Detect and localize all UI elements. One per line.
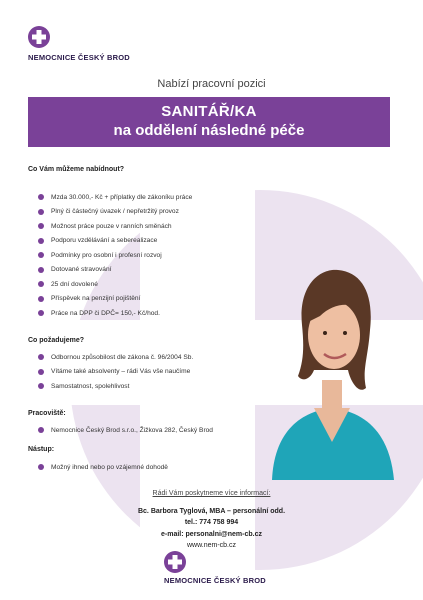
contact-intro: Rádi Vám poskytneme více informací:	[152, 490, 271, 497]
job-title-banner	[28, 97, 390, 147]
hospital-cross-logo-icon	[28, 26, 50, 48]
offers-list	[38, 190, 192, 321]
requirements-list	[38, 350, 193, 394]
bullet-icon	[38, 296, 44, 302]
bullet-icon	[38, 252, 44, 258]
offers-heading: Co Vám můžeme nabídnout?	[28, 166, 125, 173]
list-item: Plný či částečný úvazek / nepřetržitý provoz	[38, 205, 192, 220]
list-item: Možný ihned nebo po vzájemné dohodě	[38, 460, 168, 475]
logo-bottom	[164, 551, 266, 585]
bullet-icon	[38, 209, 44, 215]
workplace-list	[38, 423, 213, 438]
bullet-icon	[38, 238, 44, 244]
bullet-icon	[38, 464, 44, 470]
job-department: na oddělení následné péče	[113, 122, 305, 139]
bullet-icon	[38, 369, 44, 375]
list-item: Samostatnost, spolehlivost	[38, 379, 193, 394]
start-heading: Nástup:	[28, 446, 55, 453]
bullet-icon	[38, 267, 44, 273]
list-item: Nemocnice Český Brod s.r.o., Žižkova 282, Český Brod	[38, 423, 213, 438]
list-item: Dotované stravování	[38, 263, 192, 278]
hospital-name: NEMOCNICE ČESKÝ BROD	[28, 53, 130, 62]
start-list	[38, 460, 168, 475]
bullet-icon	[38, 383, 44, 389]
nurse-photo	[262, 230, 402, 480]
contact-block	[0, 488, 423, 552]
bullet-icon	[38, 281, 44, 287]
workplace-heading: Pracoviště:	[28, 410, 66, 417]
list-item: Podporu vzdělávání a seberealizace	[38, 234, 192, 249]
hospital-cross-logo-icon	[164, 551, 186, 573]
list-item: Podmínky pro osobní i profesní rozvoj	[38, 248, 192, 263]
bullet-icon	[38, 194, 44, 200]
list-item: Práce na DPP či DPČ= 150,- Kč/hod.	[38, 306, 192, 321]
list-item: Příspěvek na penzijní pojištění	[38, 292, 192, 307]
bullet-icon	[38, 223, 44, 229]
contact-website[interactable]: www.nem-cb.cz	[186, 542, 236, 549]
list-item: 25 dní dovolené	[38, 277, 192, 292]
list-item: Vítáme také absolventy – rádi Vás vše naučíme	[38, 365, 193, 380]
hospital-name-bottom: NEMOCNICE ČESKÝ BROD	[164, 576, 266, 585]
offer-line: Nabízí pracovní pozici	[157, 78, 266, 90]
list-item: Mzda 30.000,- Kč + příplatky dle zákoníku práce	[38, 190, 192, 205]
job-title: SANITÁŘ/KA	[161, 103, 257, 120]
contact-phone[interactable]: tel.: 774 758 994	[184, 519, 239, 526]
contact-email[interactable]: e-mail: personalni@nem-cb.cz	[161, 530, 262, 538]
bullet-icon	[38, 354, 44, 360]
list-item: Možnost práce pouze v ranních směnách	[38, 219, 192, 234]
list-item: Odbornou způsobilost dle zákona č. 96/2004 Sb.	[38, 350, 193, 365]
bullet-icon	[38, 310, 44, 316]
bullet-icon	[38, 427, 44, 433]
requirements-heading: Co požadujeme?	[28, 337, 85, 344]
logo-top	[28, 26, 130, 62]
contact-name: Bc. Barbora Tyglová, MBA – personální odd.	[137, 507, 286, 515]
